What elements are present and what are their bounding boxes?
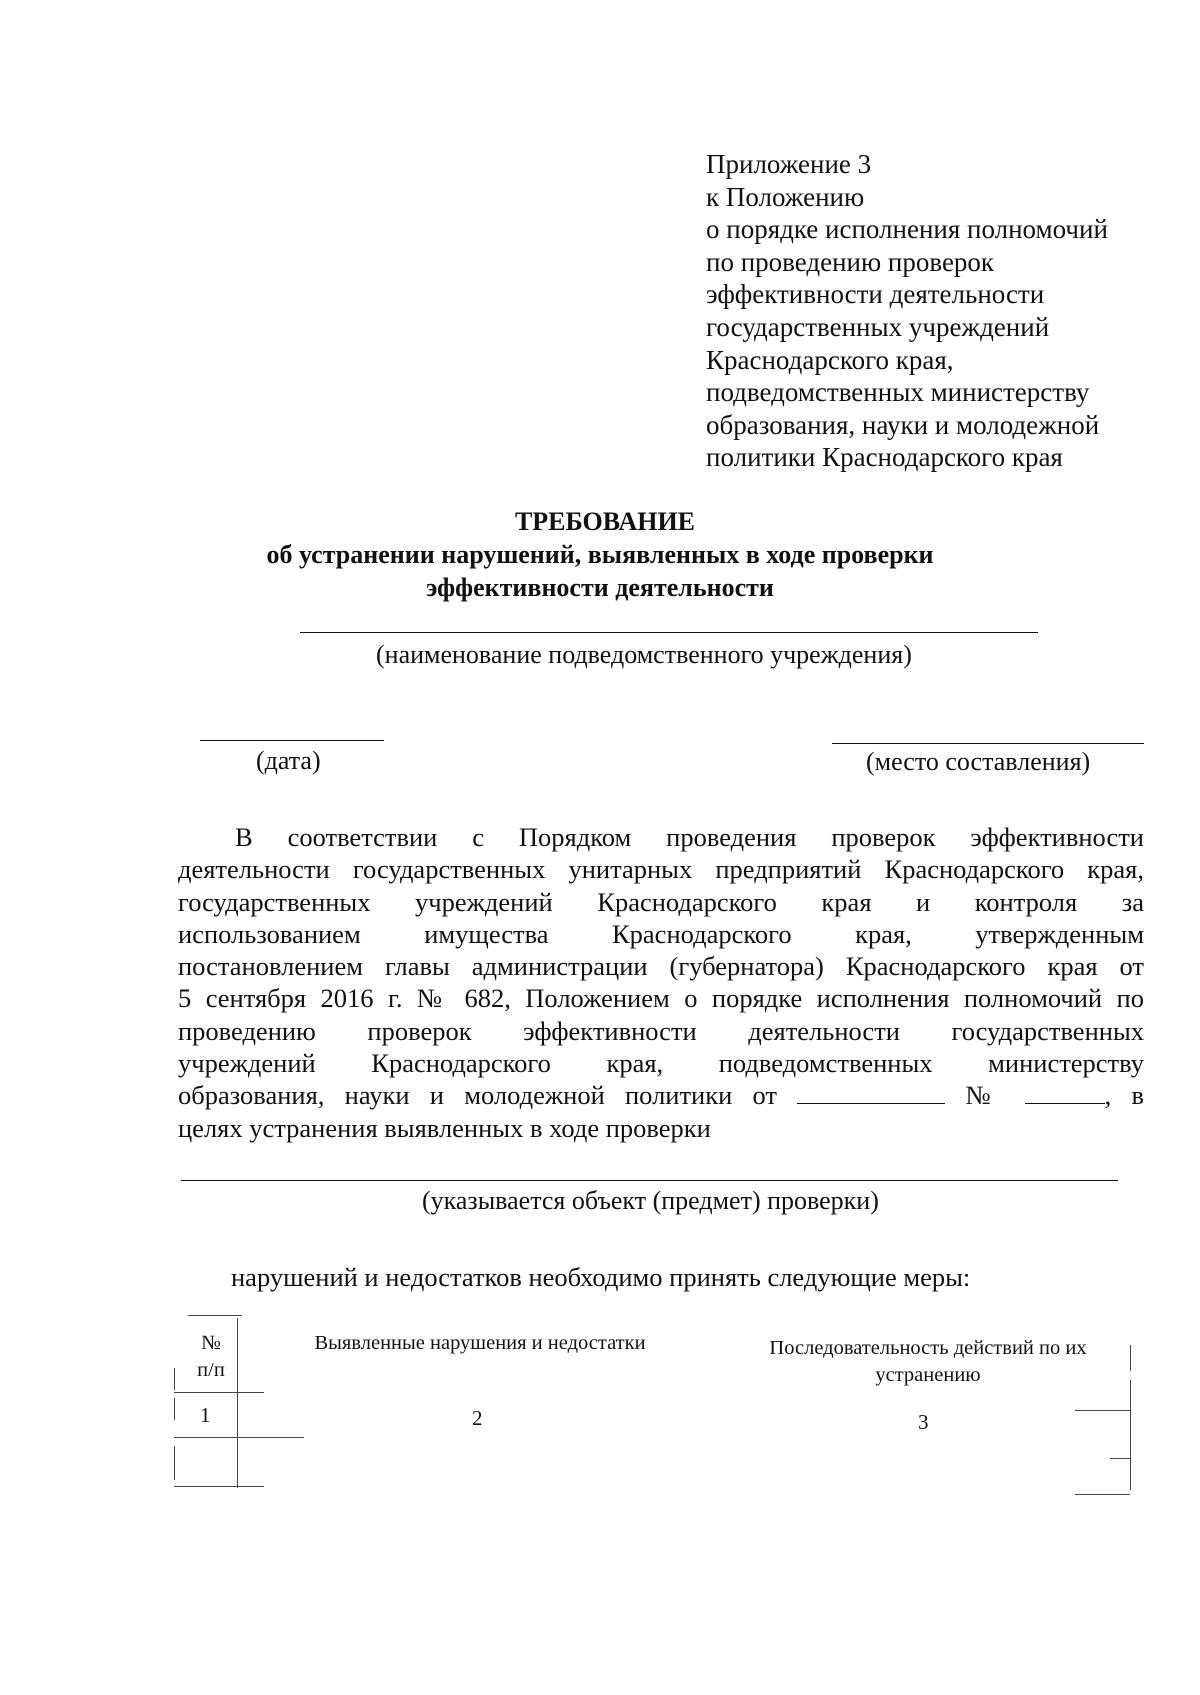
table-rule xyxy=(1130,1380,1131,1490)
table-rule xyxy=(1075,1494,1130,1495)
measures-intro: нарушений и недостатков необходимо принять следующие меры: xyxy=(231,1262,971,1292)
appendix-line: подведомственных министерству xyxy=(706,377,1090,408)
table-rule xyxy=(1130,1345,1131,1371)
appendix-line: к Положению xyxy=(706,181,865,212)
object-caption: (указывается объект (предмет) проверки) xyxy=(422,1186,879,1215)
body-line: целях устранения выявленных в ходе проверки xyxy=(178,1112,711,1143)
body-line: использованием имущества Краснодарского края, утвержденным xyxy=(178,918,1144,949)
place-caption: (место составления) xyxy=(866,747,1091,776)
appendix-line: эффективности деятельности xyxy=(706,279,1045,310)
table-rule xyxy=(174,1446,175,1480)
institution-caption: (наименование подведомственного учреждения) xyxy=(376,640,912,669)
body-line: учреждений Краснодарского края, подведомственных министерству xyxy=(178,1048,1144,1079)
appendix-line: о порядке исполнения полномочий xyxy=(706,214,1108,245)
title-main: ТРЕБОВАНИЕ xyxy=(514,507,696,536)
appendix-line: политики Краснодарского края xyxy=(706,442,1063,473)
title-subtitle-line: об устранении нарушений, выявленных в ходе проверки xyxy=(266,540,934,569)
number-sign: № xyxy=(965,1080,1005,1111)
body-line: проведению проверок эффективности деятельности государственных xyxy=(178,1015,1144,1046)
body-line: деятельности государственных унитарных предприятий Краснодарского края, xyxy=(178,854,1144,885)
column-number-3: 3 xyxy=(918,1410,929,1434)
body-line-start: образования, науки и молодежной политики от xyxy=(178,1080,778,1111)
body-line-end: , в xyxy=(1104,1080,1144,1111)
table-header-number: № п/п xyxy=(197,1332,225,1381)
table-rule xyxy=(188,1315,242,1316)
column-number-1: 1 xyxy=(200,1403,211,1427)
appendix-line: Краснодарского края, xyxy=(706,344,954,375)
table-rule xyxy=(174,1368,175,1390)
body-line: 5 сентября 2016 г. № 682, Положением о порядке исполнения полномочий по xyxy=(178,983,1144,1014)
appendix-line: по проведению проверок xyxy=(706,246,995,277)
table-header-actions: Последовательность действий по их устранению xyxy=(769,1337,1087,1386)
table-rule xyxy=(174,1486,264,1487)
date-caption: (дата) xyxy=(256,746,321,775)
table-rule xyxy=(1110,1458,1130,1459)
body-line: постановлением главы администрации (губернатора) Краснодарского края от xyxy=(178,951,1144,982)
table-header-violations: Выявленные нарушения и недостатки xyxy=(314,1332,646,1354)
table-rule xyxy=(1075,1410,1130,1411)
table-rule xyxy=(174,1437,304,1438)
table-rule xyxy=(237,1318,238,1488)
appendix-line: образования, науки и молодежной xyxy=(706,409,1100,440)
body-line: государственных учреждений Краснодарского края и контроля за xyxy=(178,886,1144,917)
appendix-line: государственных учреждений xyxy=(706,311,1050,342)
column-number-2: 2 xyxy=(472,1406,483,1430)
table-rule xyxy=(174,1392,264,1393)
appendix-line: Приложение 3 xyxy=(706,149,872,179)
body-line: В соответствии с Порядком проведения проверок эффективности xyxy=(235,822,1144,852)
table-rule xyxy=(174,1398,175,1420)
title-subtitle-line: эффективности деятельности xyxy=(426,573,774,602)
